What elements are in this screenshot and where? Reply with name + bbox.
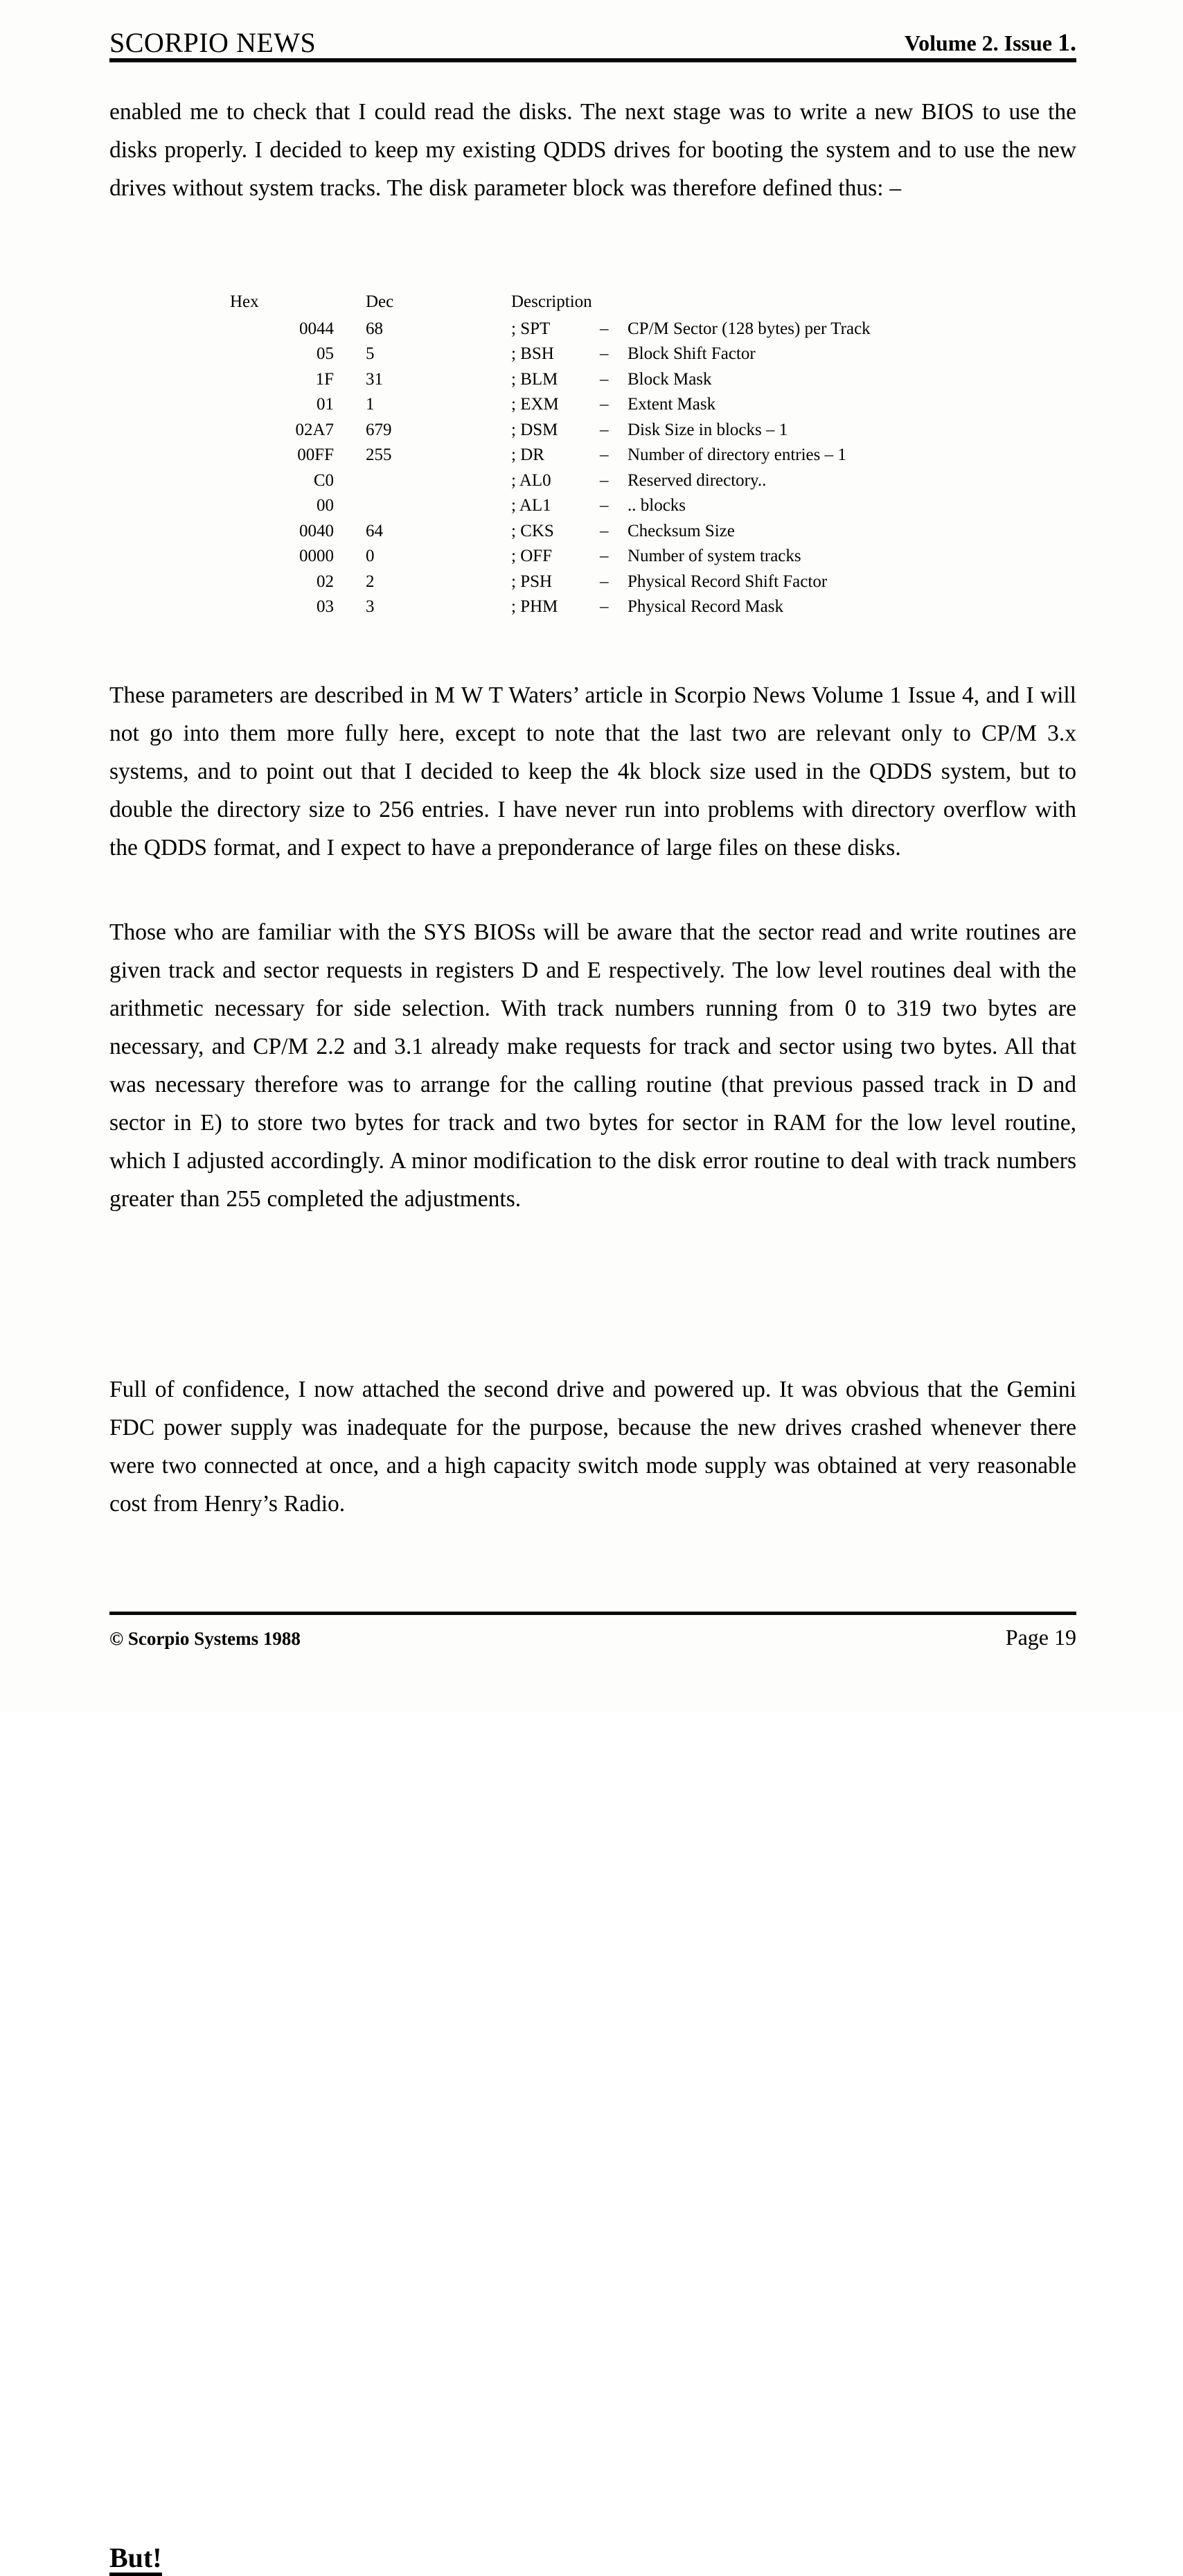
cell-symbol: ; PSH: [511, 572, 553, 591]
table-row: [227, 468, 871, 494]
cell-hex: 01: [317, 395, 334, 414]
cell-dec: 2: [366, 572, 375, 591]
page-content-column: [109, 0, 1076, 2573]
cell-dec: [334, 493, 470, 519]
cell-dec: 1: [366, 395, 375, 414]
cell-dash: –: [600, 470, 609, 490]
column-header-description: Description: [511, 292, 592, 311]
cell-dash: –: [600, 496, 609, 515]
table-row: [227, 570, 871, 595]
paragraph-intro: enabled me to check that I could read the disks. The next stage was to write a new BIOS to use the disks properly. I decided to keep my existing QDDS drives for booting the system and to use the new drives without system tracks. The disk parameter block was therefore defined thus: –: [109, 99, 1076, 201]
cell-symbol: ; DSM: [511, 420, 558, 439]
cell-dec: 255: [366, 445, 392, 464]
table-row: [227, 519, 871, 545]
table-row: [227, 443, 871, 468]
cell-hex: C0: [313, 470, 334, 490]
table-row: [227, 342, 871, 367]
cell-dash: –: [600, 597, 609, 616]
table-row: [227, 594, 871, 620]
table-header-row: [227, 290, 871, 317]
table-row: [227, 493, 871, 519]
paragraph-waters-block: [109, 676, 1076, 867]
table-row: [227, 367, 871, 393]
cell-symbol: ; CKS: [511, 521, 554, 540]
cell-description: Reserved directory..: [628, 470, 767, 490]
cell-hex: 05: [317, 344, 334, 363]
cell-dash: –: [600, 547, 609, 565]
paragraph-final: Full of confidence, I now attached the second drive and powered up. It was obvious that the Gemini FDC power supply was inadequate for the purpose, because the new drives crashed whenever there were two connected at once, and a high capacity switch mode supply was obtained at very reasonable cost from Henry’s Radio.: [109, 1377, 1076, 1517]
page-footer: [109, 1612, 1076, 1650]
paragraph-final-block: [109, 1370, 1076, 1523]
cell-description: CP/M Sector (128 bytes) per Track: [628, 319, 871, 338]
cell-description: Block Shift Factor: [628, 344, 756, 363]
table-row: [227, 392, 871, 418]
column-header-dec: Dec: [366, 292, 394, 311]
cell-symbol: ; BSH: [511, 344, 554, 363]
cell-dec: 0: [366, 547, 375, 565]
cell-dash: –: [600, 369, 609, 389]
cell-dash: –: [600, 319, 609, 338]
paragraph-bios: Those who are familiar with the SYS BIOSs will be aware that the sector read and write routines are given track and sector requests in registers D and E respectively. The low level routines deal with the arithmetic necessary for side selection. With track numbers running from 0 to 319 two bytes are necessary, and CP/M 2.2 and 3.1 already make requests for track and sector using two bytes. All that was necessary therefore was to arrange for the calling routine (that previous passed track in D and sector in E) to store two bytes for track and two bytes for sector in RAM for the low level routine, which I adjusted accordingly. A minor modification to the disk error routine to deal with track numbers greater than 255 completed the adjustments.: [109, 919, 1076, 1212]
cell-symbol: ; EXM: [511, 395, 559, 414]
cell-hex: 03: [317, 597, 334, 616]
cell-description: Extent Mask: [628, 395, 716, 414]
cell-description: Number of directory entries – 1: [628, 445, 846, 464]
cell-dec: 68: [366, 319, 383, 338]
cell-description: Block Mask: [628, 369, 712, 389]
table-row: [227, 418, 871, 443]
paragraph-intro-block: [109, 93, 1076, 207]
cell-description: Disk Size in blocks – 1: [628, 420, 788, 439]
cell-hex: 0040: [299, 521, 334, 540]
cell-dec: [334, 468, 470, 494]
volume-issue-text: Volume 2. Issue: [904, 30, 1052, 55]
table-head: [227, 290, 871, 317]
cell-hex: 00: [317, 496, 334, 515]
cell-symbol: ; AL1: [511, 496, 551, 515]
cell-hex: 1F: [315, 369, 334, 389]
cell-dec: 3: [366, 597, 375, 616]
masthead-title: SCORPIO NEWS: [109, 27, 317, 58]
cell-dec: 31: [366, 369, 383, 389]
table-body: [227, 317, 871, 620]
cell-description: .. blocks: [628, 496, 686, 515]
cell-description: Physical Record Shift Factor: [628, 572, 828, 591]
cell-hex: 02: [317, 572, 334, 591]
cell-symbol: ; DR: [511, 445, 544, 464]
cell-dash: –: [600, 445, 609, 464]
column-header-hex: Hex: [230, 292, 259, 311]
cell-dash: –: [600, 521, 609, 540]
cell-dash: –: [600, 420, 609, 439]
section-heading-but: But!: [109, 2544, 162, 2576]
disk-parameter-block-table: [227, 290, 871, 620]
cell-symbol: ; BLM: [511, 369, 558, 389]
cell-dash: –: [600, 395, 609, 414]
cell-dec: 5: [366, 344, 375, 363]
cell-dec: 64: [366, 521, 383, 540]
paragraph-waters: These parameters are described in M W T Waters’ article in Scorpio News Volume 1 Issue 4, and I will not go into them more fully here, except to note that the last two are relevant only to CP/M 3.x systems, and to point out that I decided to keep the 4k block size used in the QDDS system, but to double the directory size to 256 entries. I have never run into problems with directory overflow with the QDDS format, and I expect to have a preponderance of large files on these disks.: [109, 682, 1076, 861]
cell-hex: 0044: [299, 319, 334, 338]
table-row: [227, 544, 871, 570]
issue-number: 1.: [1058, 28, 1076, 56]
cell-symbol: ; SPT: [511, 319, 551, 338]
volume-issue-label: [905, 30, 1076, 57]
cell-description: Physical Record Mask: [628, 597, 783, 616]
cell-hex: 02A7: [295, 420, 334, 439]
cell-symbol: ; OFF: [511, 547, 553, 565]
cell-description: Number of system tracks: [628, 547, 801, 565]
copyright-notice: © Scorpio Systems 1988: [109, 1628, 301, 1649]
cell-description: Checksum Size: [628, 521, 735, 540]
cell-symbol: ; PHM: [511, 597, 558, 616]
cell-dash: –: [600, 344, 609, 363]
page-header: [109, 29, 1076, 62]
cell-hex: 0000: [299, 547, 334, 565]
cell-hex: 00FF: [297, 445, 334, 464]
cell-dash: –: [600, 572, 609, 591]
paragraph-bios-block: [109, 913, 1076, 1218]
cell-dec: 679: [366, 420, 392, 439]
table-row: [227, 317, 871, 342]
cell-symbol: ; AL0: [511, 470, 551, 490]
page-number-label: Page 19: [1005, 1625, 1076, 1650]
